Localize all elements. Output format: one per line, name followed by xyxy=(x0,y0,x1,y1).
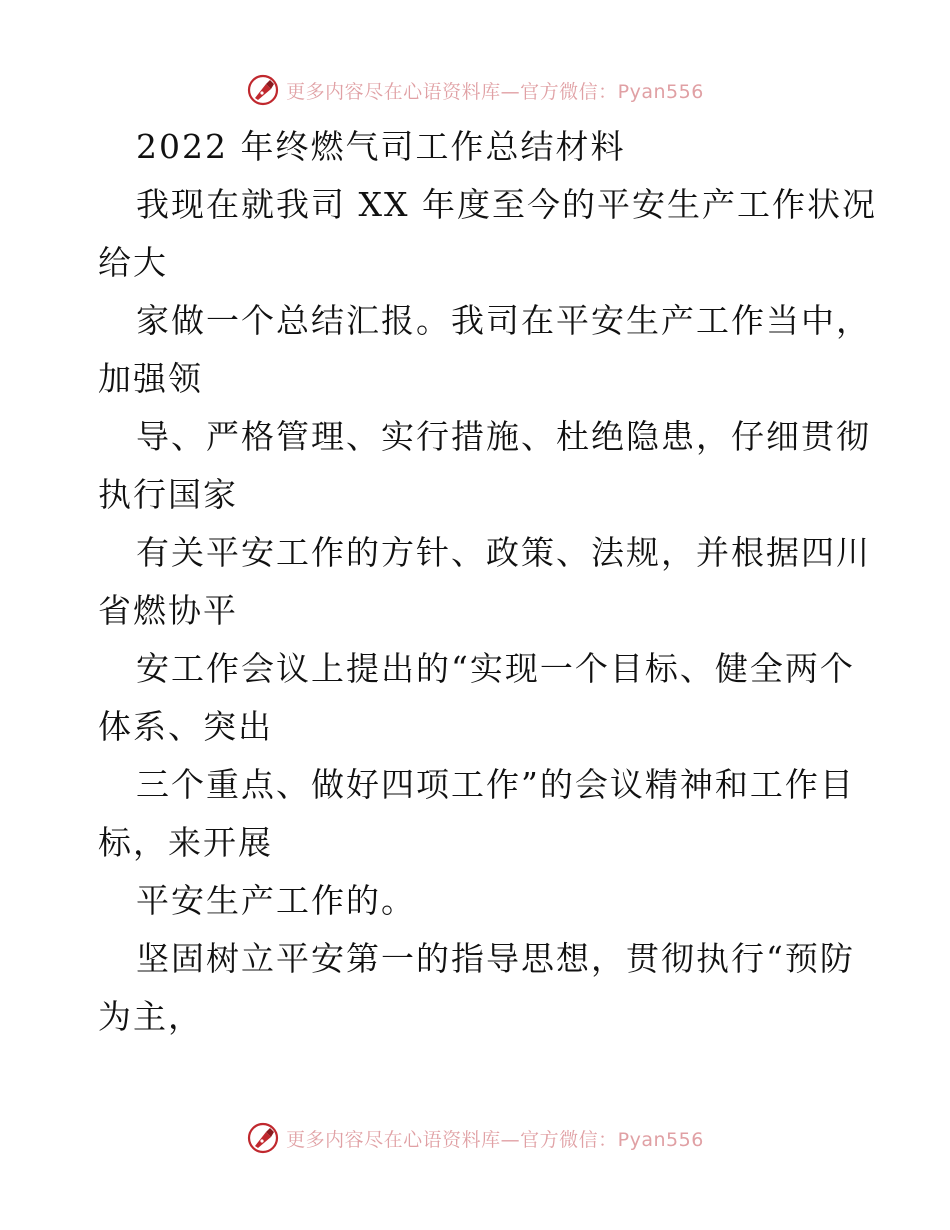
text-line: 家做一个总结汇报。我司在平安生产工作当中， xyxy=(136,301,871,340)
text-line: 省燃协平 xyxy=(98,591,238,630)
text-line: 我现在就我司 XX 年度至今的平安生产工作状况 xyxy=(136,185,877,224)
text-line: 平安生产工作的。 xyxy=(136,881,416,920)
text-line: 体系、突出 xyxy=(98,707,273,746)
text-line: 导、严格管理、实行措施、杜绝隐患，仔细贯彻 xyxy=(136,417,871,456)
pen-nib-logo-icon xyxy=(246,73,280,107)
watermark-text: 更多内容尽在心语资料库—官方微信：Pyan556 xyxy=(286,80,704,103)
text-line: 加强领 xyxy=(98,359,203,398)
document-title: 2022 年终燃气司工作总结材料 xyxy=(136,127,626,166)
header-watermark xyxy=(0,70,950,110)
text-line: 执行国家 xyxy=(98,475,238,514)
text-line: 为主， xyxy=(98,997,203,1036)
watermark-text: 更多内容尽在心语资料库—官方微信：Pyan556 xyxy=(286,1128,704,1151)
text-line: 安工作会议上提出的“实现一个目标、健全两个 xyxy=(136,649,855,688)
text-line: 标，来开展 xyxy=(98,823,273,862)
text-line: 给大 xyxy=(98,243,168,282)
document-body xyxy=(98,118,877,1046)
text-line: 三个重点、做好四项工作”的会议精神和工作目 xyxy=(136,765,855,804)
footer-watermark xyxy=(0,1118,950,1158)
text-line: 坚固树立平安第一的指导思想，贯彻执行“预防 xyxy=(136,939,855,978)
text-line: 有关平安工作的方针、政策、法规，并根据四川 xyxy=(136,533,871,572)
pen-nib-logo-icon xyxy=(246,1121,280,1155)
